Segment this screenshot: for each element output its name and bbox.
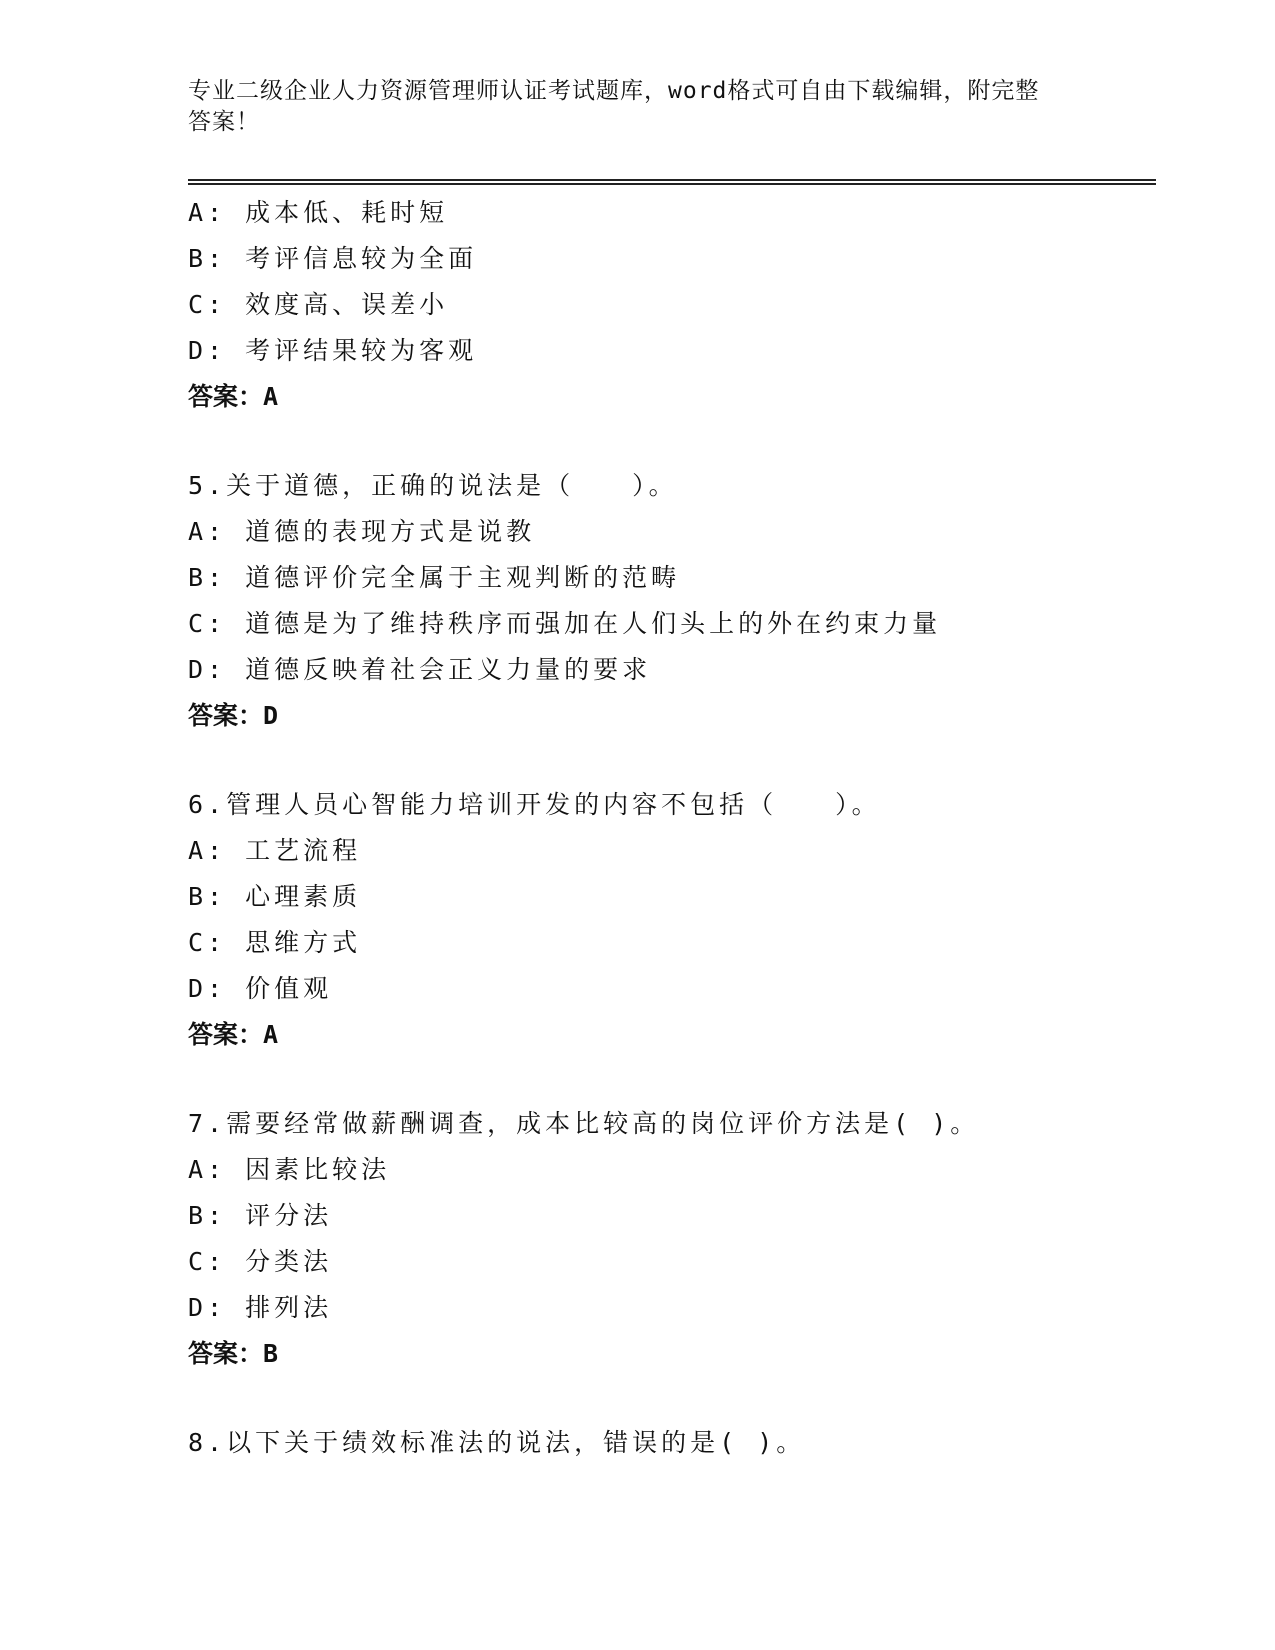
option-b: B: 评分法 xyxy=(188,1201,333,1230)
option-c: C: 分类法 xyxy=(188,1247,333,1276)
option-b: B: 心理素质 xyxy=(188,882,362,911)
option-c: C: 道德是为了维持秩序而强加在人们头上的外在约束力量 xyxy=(188,609,942,638)
option-d: D: 考评结果较为客观 xyxy=(188,336,478,365)
question-list xyxy=(188,190,1156,1466)
question-4-block xyxy=(188,190,1156,420)
question-6-block xyxy=(188,782,1156,1058)
answer-line: 答案：D xyxy=(188,701,279,730)
option-a: A: 工艺流程 xyxy=(188,836,362,865)
spacer xyxy=(188,1377,1156,1420)
question-8-block xyxy=(188,1420,1156,1466)
option-d: D: 排列法 xyxy=(188,1293,333,1322)
question-7-block xyxy=(188,1101,1156,1377)
question-text: 5.关于道德，正确的说法是（ ）。 xyxy=(188,471,678,500)
header-divider-top xyxy=(188,179,1156,181)
option-a: A: 因素比较法 xyxy=(188,1155,391,1184)
option-d: D: 道德反映着社会正义力量的要求 xyxy=(188,655,652,684)
answer-line: 答案：A xyxy=(188,1020,279,1049)
spacer xyxy=(188,739,1156,782)
option-c: C: 思维方式 xyxy=(188,928,362,957)
spacer xyxy=(188,1058,1156,1101)
option-c: C: 效度高、误差小 xyxy=(188,290,449,319)
header-line-1: 专业二级企业人力资源管理师认证考试题库，word格式可自由下载编辑，附完整 xyxy=(188,78,1040,104)
question-text: 7.需要经常做薪酬调查，成本比较高的岗位评价方法是( )。 xyxy=(188,1109,980,1138)
document-header xyxy=(188,76,1068,138)
option-d: D: 价值观 xyxy=(188,974,333,1003)
option-b: B: 道德评价完全属于主观判断的范畴 xyxy=(188,563,681,592)
spacer xyxy=(188,420,1156,463)
option-b: B: 考评信息较为全面 xyxy=(188,244,478,273)
question-5-block xyxy=(188,463,1156,739)
answer-line: 答案：A xyxy=(188,382,279,411)
header-divider-bottom xyxy=(188,183,1156,185)
question-text: 6.管理人员心智能力培训开发的内容不包括（ ）。 xyxy=(188,790,881,819)
answer-line: 答案：B xyxy=(188,1339,279,1368)
question-text: 8.以下关于绩效标准法的说法，错误的是( )。 xyxy=(188,1428,806,1457)
option-a: A: 道德的表现方式是说教 xyxy=(188,517,536,546)
option-a: A: 成本低、耗时短 xyxy=(188,198,449,227)
header-line-2: 答案！ xyxy=(188,109,260,135)
